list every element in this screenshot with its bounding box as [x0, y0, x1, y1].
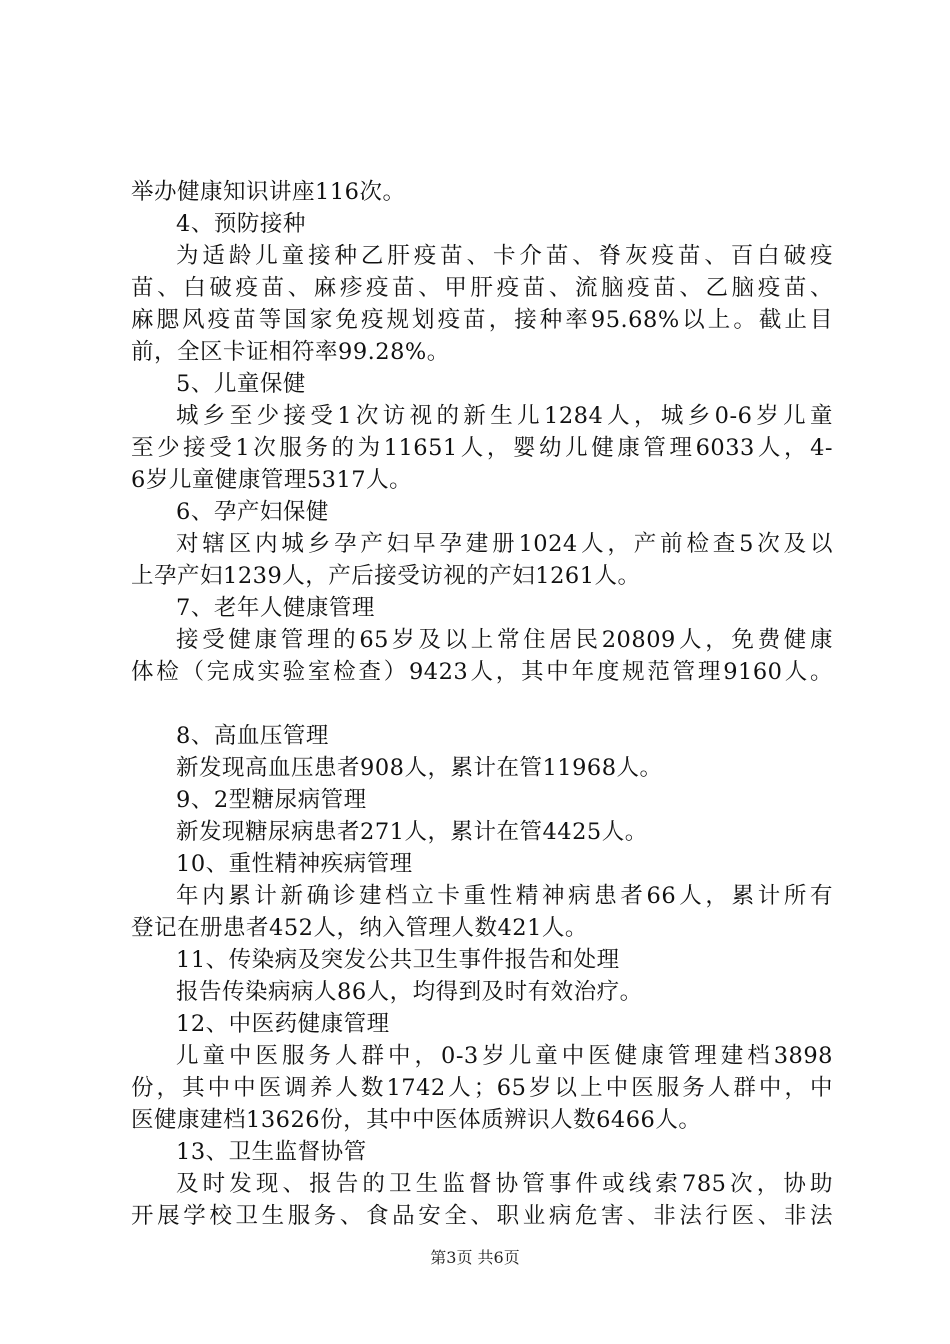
text-line: 5、儿童保健 [176, 371, 306, 397]
text-line: 11、传染病及突发公共卫生事件报告和处理 [176, 947, 620, 973]
text-line: 6岁儿童健康管理5317人。 [131, 467, 413, 493]
text-line: 报告传染病病人86人，均得到及时有效治疗。 [176, 979, 643, 1005]
text-line: 开展学校卫生服务、食品安全、职业病危害、非法行医、非法 [131, 1203, 833, 1229]
text-line: 为适龄儿童接种乙肝疫苗、卡介苗、脊灰疫苗、百白破疫 [176, 243, 833, 269]
text-line: 接受健康管理的65岁及以上常住居民20809人，免费健康 [176, 627, 833, 653]
document-body [131, 176, 833, 1232]
text-line: 登记在册患者452人，纳入管理人数421人。 [131, 915, 588, 941]
text-line: 7、老年人健康管理 [176, 595, 375, 621]
text-line: 城乡至少接受1次访视的新生儿1284人，城乡0-6岁儿童 [176, 403, 833, 429]
text-line: 10、重性精神疾病管理 [176, 851, 413, 877]
text-line: 前，全区卡证相符率99.28%。 [131, 339, 450, 365]
text-line: 儿童中医服务人群中，0-3岁儿童中医健康管理建档3898 [176, 1043, 833, 1069]
text-line: 上孕产妇1239人，产后接受访视的产妇1261人。 [131, 563, 641, 589]
text-line: 新发现高血压患者908人，累计在管11968人。 [176, 755, 663, 781]
text-line: 举办健康知识讲座116次。 [131, 179, 406, 205]
text-line: 4、预防接种 [176, 211, 306, 237]
text-line: 对辖区内城乡孕产妇早孕建册1024人，产前检查5次及以 [176, 531, 833, 557]
text-line: 9、2型糖尿病管理 [176, 787, 367, 813]
text-line: 体检（完成实验室检查）9423人，其中年度规范管理9160人。 [131, 659, 833, 685]
text-line: 6、孕产妇保健 [176, 499, 329, 525]
text-line: 12、中医药健康管理 [176, 1011, 390, 1037]
text-line: 13、卫生监督协管 [176, 1139, 367, 1165]
text-line: 年内累计新确诊建档立卡重性精神病患者66人，累计所有 [176, 883, 833, 909]
text-line: 份，其中中医调养人数1742人；65岁以上中医服务人群中，中 [131, 1075, 833, 1101]
text-line: 及时发现、报告的卫生监督协管事件或线索785次，协助 [176, 1171, 833, 1197]
text-line: 至少接受1次服务的为11651人，婴幼儿健康管理6033人，4- [131, 435, 833, 461]
blank-line [131, 688, 833, 720]
page-footer: 第3页 共6页 [430, 1248, 520, 1267]
text-line: 医健康建档13626份，其中中医体质辨识人数6466人。 [131, 1107, 702, 1133]
text-line: 麻腮风疫苗等国家免疫规划疫苗，接种率95.68%以上。截止目 [131, 307, 833, 333]
text-line: 苗、白破疫苗、麻疹疫苗、甲肝疫苗、流脑疫苗、乙脑疫苗、 [131, 275, 833, 301]
text-line: 新发现糖尿病患者271人，累计在管4425人。 [176, 819, 648, 845]
text-line: 8、高血压管理 [176, 723, 329, 749]
